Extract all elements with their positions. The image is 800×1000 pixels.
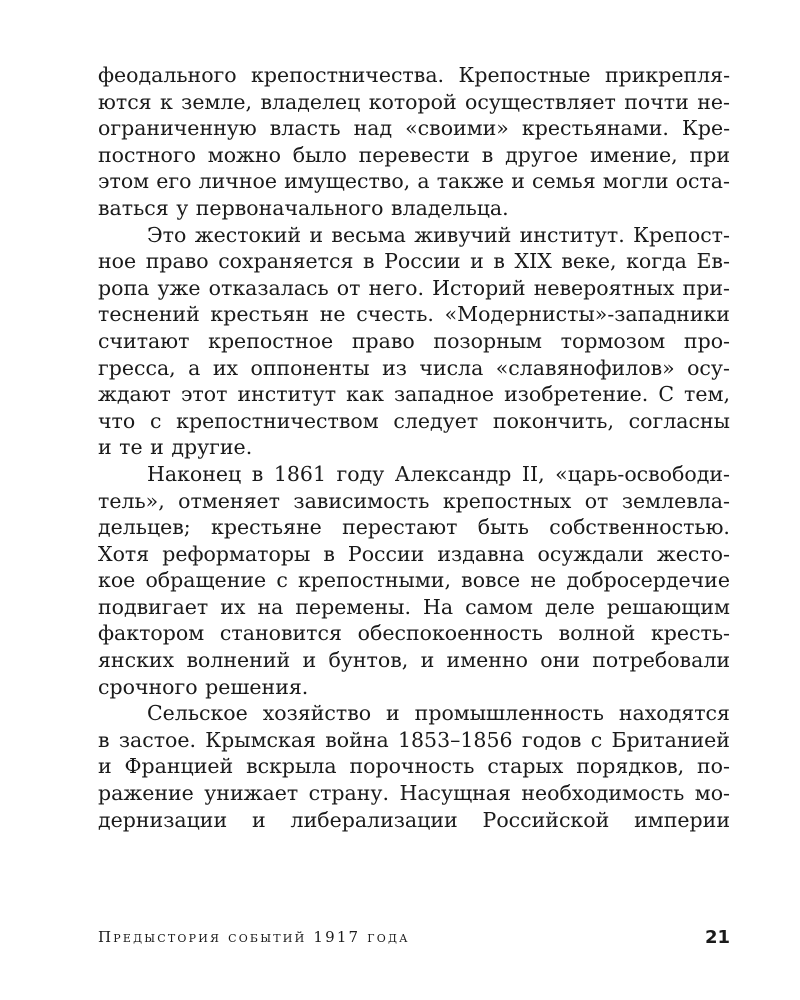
page-number: 21 [704,926,730,948]
text-line: и те и другие. [98,435,253,460]
page-body [98,62,730,833]
text-line: подвигает их на перемены. На самом деле решающим [98,594,730,619]
text-line: и Францией вскрыла порочность старых порядков, по- [98,754,730,779]
text-line: Наконец в 1861 году Александр II, «царь-освободи- [147,461,730,486]
text-line: дельцев; крестьяне перестают быть собственностью. [98,515,730,540]
text-line: ропа уже отказалась от него. Историй невероятных при- [98,275,730,300]
text-line: Хотя реформаторы в России издавна осуждали жесто- [98,541,730,566]
text-line: ное право сохраняется в России и в XIX веке, когда Ев- [98,249,730,274]
text-line: Сельское хозяйство и промышленность находятся [147,701,730,726]
text-line: ждают этот институт как западное изобретение. С тем, [98,382,730,407]
text-line: фактором становится обеспокоенность волной кресть- [98,621,730,646]
text-line: срочного решения. [98,674,309,699]
text-line: постного можно было перевести в другое имение, при [98,142,730,167]
running-head: Предыстория событий 1917 года [98,928,410,946]
text-line: что с крепостничеством следует покончить, согласны [98,408,730,433]
text-line: считают крепостное право позорным тормозом про- [98,328,730,353]
text-line: Это жестокий и весьма живучий институт. Крепост- [147,222,730,247]
page-footer [98,925,730,949]
text-line: дернизации и либерализации Российской империи [98,807,730,832]
text-line: кое обращение с крепостными, вовсе не добросердечие [98,568,730,593]
text-line: теснений крестьян не счесть. «Модернисты»-западники [98,302,730,327]
text-line: ограниченную власть над «своими» крестьянами. Кре- [98,116,730,141]
text-line: тель», отменяет зависимость крепостных от землевла- [98,488,730,513]
text-line: гресса, а их оппоненты из числа «славянофилов» осу- [98,355,730,380]
text-line: ражение унижает страну. Насущная необходимость мо- [98,781,730,806]
text-line: в застое. Крымская война 1853–1856 годов с Британией [98,727,730,752]
text-line: янских волнений и бунтов, и именно они потребовали [98,648,730,673]
text-line: феодального крепостничества. Крепостные прикрепля- [98,63,730,87]
text-line: ются к земле, владелец которой осуществляет почти не- [98,89,730,114]
text-line: ваться у первоначального владельца. [98,195,509,220]
text-line: этом его личное имущество, а также и семья могли оста- [98,169,730,194]
